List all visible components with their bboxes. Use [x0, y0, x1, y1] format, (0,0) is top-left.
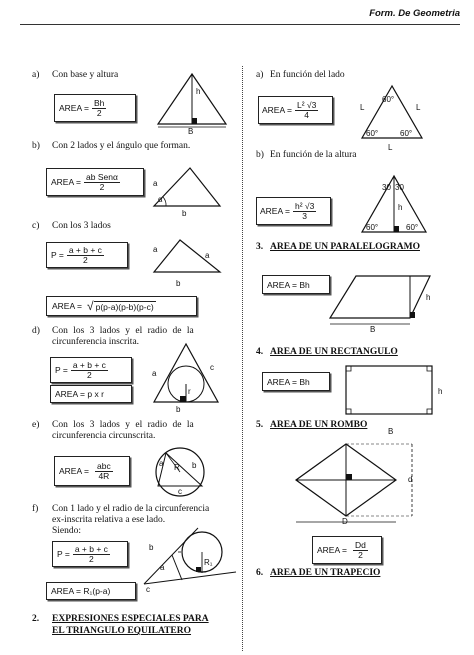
formula-numerator: Dd: [355, 539, 366, 550]
fig-b-label: B: [188, 127, 194, 136]
rhombus-figure: [290, 420, 430, 530]
fig-r-label: R: [174, 463, 180, 472]
left-d-line1: Con los 3 lados y el radio de la: [52, 326, 194, 336]
parallelogram-figure: [326, 272, 444, 336]
fig-60-right: 60°: [406, 223, 419, 232]
formula-prefix: AREA =: [260, 206, 291, 216]
left-e-circumcircle-figure: [150, 448, 214, 500]
fig-h-label: h: [438, 387, 443, 396]
fig-b-label: B: [370, 325, 376, 334]
left-c-label: c): [32, 221, 40, 231]
formula-numerator: ab Senα: [86, 171, 118, 182]
formula-numerator: Bh: [94, 97, 105, 108]
left-f-line1: Con 1 lado y el radio de la circunferencia: [52, 504, 210, 514]
formula-denominator: 2: [358, 549, 363, 560]
section-6-number: 6.: [256, 568, 264, 578]
section-5-title: AREA DE UN ROMBO: [270, 420, 368, 430]
left-a-label: a): [32, 70, 40, 80]
left-f-area-formula: AREA = R₁(p-a): [46, 582, 136, 600]
right-b-label: b): [256, 150, 264, 160]
formula-denominator: 4: [304, 109, 310, 120]
right-b-formula: [256, 197, 331, 225]
left-a-triangle-figure: [152, 72, 232, 134]
left-e-line1: Con los 3 lados y el radio de la: [52, 420, 194, 430]
formula-prefix: AREA =: [59, 466, 90, 476]
formula-prefix: AREA =: [59, 103, 90, 113]
rectangle-figure: [340, 362, 444, 418]
fig-a-label: a: [160, 563, 165, 572]
fig-b-label: b: [182, 209, 187, 218]
formula-denominator: 2: [83, 254, 88, 265]
fig-r-label: r: [188, 387, 191, 396]
right-b-text: En función de la altura: [270, 150, 357, 160]
formula-radicand: p(p-a)(p-b)(p-c): [95, 301, 154, 312]
formula-denominator: 4R: [98, 470, 110, 481]
left-c-text: Con los 3 lados: [52, 221, 111, 231]
right-b-equilateral-figure: [358, 172, 430, 236]
fig-c-label: c: [146, 585, 150, 594]
formula-denominator: 2: [89, 553, 94, 564]
formula-numerator: a + b + c: [72, 359, 106, 370]
left-e-line2: circunferencia circunscrita.: [52, 431, 156, 441]
fig-d-label: d: [408, 475, 413, 484]
left-a-text: Con base y altura: [52, 70, 119, 80]
formula-prefix: AREA =: [52, 301, 83, 311]
left-b-label: b): [32, 141, 40, 151]
fig-h-label: h: [426, 293, 431, 302]
right-a-formula: [258, 96, 333, 124]
formula-denominator: 3: [302, 210, 308, 221]
section-5-number: 5.: [256, 420, 264, 430]
fig-a-label: a: [153, 245, 158, 254]
fig-D-label: D: [342, 517, 348, 526]
formula-denominator: 2: [87, 369, 92, 380]
formula-denominator: 2: [99, 181, 105, 192]
fig-alpha-label: α: [158, 195, 163, 204]
left-b-triangle-figure: [148, 166, 228, 218]
left-e-formula: [54, 456, 130, 486]
fig-b-label: b: [149, 543, 154, 552]
page-header-title: Form. De Geometria: [369, 8, 460, 19]
section-6-title: AREA DE UN TRAPECIO: [270, 568, 381, 578]
fig-b-label: b: [176, 405, 181, 414]
section-3-number: 3.: [256, 242, 264, 252]
fig-r1-label: R₁: [204, 558, 213, 567]
left-f-line3: Siendo:: [52, 526, 82, 536]
formula-prefix: P =: [55, 365, 68, 375]
section-4-title: AREA DE UN RECTANGULO: [270, 347, 398, 357]
left-c-area-formula: [46, 296, 197, 316]
fig-c-label: c: [178, 487, 182, 496]
header-rule: [20, 24, 460, 25]
fig-c-label: c: [210, 363, 214, 372]
formula-numerator: abc: [97, 460, 111, 471]
right-a-equilateral-figure: [358, 82, 426, 152]
left-d-label: d): [32, 326, 40, 336]
fig-a2-label: a: [205, 251, 210, 260]
fig-a-label: a: [152, 369, 157, 378]
formula-prefix: P =: [51, 250, 64, 260]
fig-60-top: 60°: [382, 95, 395, 104]
fig-60-right: 60°: [400, 129, 413, 138]
fig-30-left: 30: [382, 183, 391, 192]
fig-h-label: h: [196, 87, 201, 96]
left-f-p-formula: [52, 541, 128, 567]
section-5-area-formula: [312, 536, 382, 564]
left-d-line2: circunferencia inscrita.: [52, 337, 140, 347]
left-d-incircle-figure: [150, 342, 224, 414]
fig-60-left: 60°: [366, 223, 379, 232]
left-c-p-formula: [46, 242, 128, 268]
section-2-title-line2: EL TRIANGULO EQUILATERO: [52, 626, 192, 636]
fig-30-right: 30: [395, 183, 404, 192]
left-d-p-formula: [50, 357, 132, 383]
left-f-line2: ex-inscrita relativa a ese lado.: [52, 515, 166, 525]
left-d-area-formula: AREA = p x r: [50, 385, 132, 403]
left-a-formula: [54, 94, 136, 122]
formula-prefix: P =: [57, 549, 70, 559]
fig-a-label: a: [159, 459, 164, 468]
left-e-label: e): [32, 420, 40, 430]
left-f-label: f): [32, 504, 39, 514]
fig-b-label: b: [176, 279, 181, 288]
section-2-title-line1: EXPRESIONES ESPECIALES PARA: [52, 614, 209, 624]
section-4-number: 4.: [256, 347, 264, 357]
column-separator: [242, 66, 243, 651]
left-b-text: Con 2 lados y el ángulo que forman.: [52, 141, 191, 151]
fig-l-bottom: L: [388, 143, 393, 152]
formula-numerator: a + b + c: [74, 543, 108, 554]
section-2-number: 2.: [32, 614, 40, 624]
right-a-label: a): [256, 70, 264, 80]
left-b-formula: [46, 168, 144, 196]
formula-numerator: h² √3: [295, 200, 315, 211]
formula-denominator: 2: [96, 107, 102, 118]
fig-a-label: a: [153, 179, 158, 188]
fig-l-left: L: [360, 103, 365, 112]
fig-h-label: h: [398, 203, 403, 212]
fig-60-left: 60°: [366, 129, 379, 138]
left-f-excircle-figure: [140, 528, 238, 592]
fig-b-label: b: [192, 461, 197, 470]
left-c-triangle-figure: [150, 236, 224, 288]
right-a-text: En función del lado: [270, 70, 345, 80]
section-4-area-formula: AREA = Bh: [262, 372, 330, 391]
sqrt-icon: √: [87, 299, 94, 313]
fig-l-right: L: [416, 103, 421, 112]
formula-numerator: L² √3: [297, 99, 317, 110]
formula-numerator: a + b + c: [68, 244, 102, 255]
section-3-title: AREA DE UN PARALELOGRAMO: [270, 242, 420, 252]
formula-prefix: AREA =: [262, 105, 293, 115]
formula-prefix: AREA =: [317, 545, 348, 555]
fig-b-label: B: [388, 427, 394, 436]
section-3-area-formula: AREA = Bh: [262, 275, 330, 294]
formula-prefix: AREA =: [51, 177, 82, 187]
